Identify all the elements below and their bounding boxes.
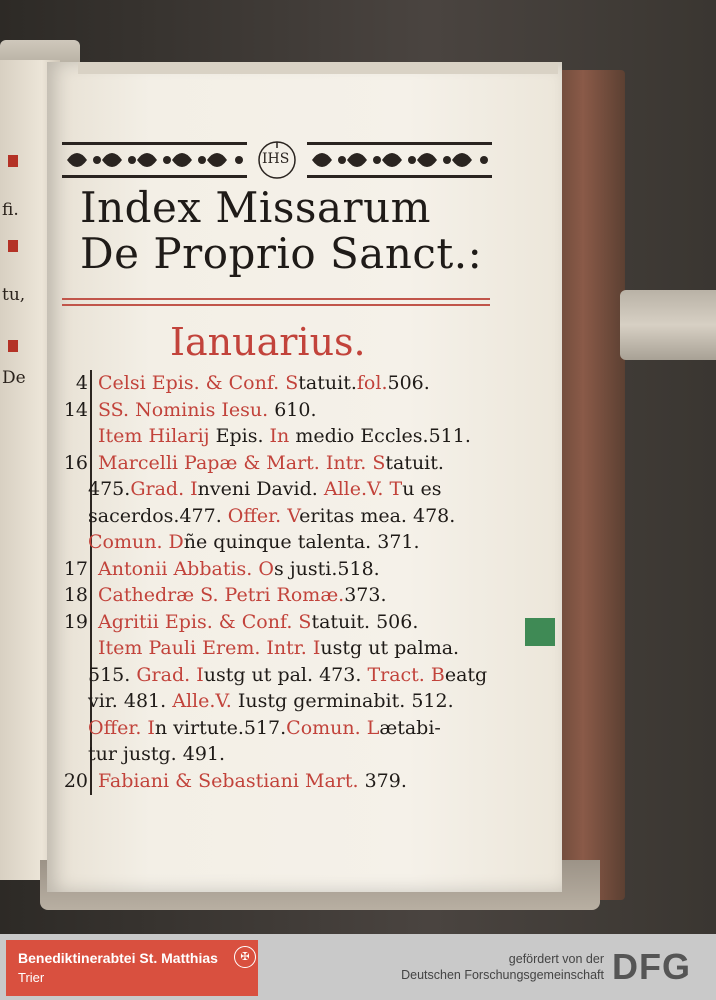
left-page-red-note	[8, 155, 18, 167]
rubric-text: In	[269, 425, 290, 447]
rubric-text: Antonii Abbatis. O	[98, 557, 274, 580]
ink-text: 475.	[88, 478, 131, 500]
index-line	[98, 584, 387, 606]
ink-text: tur justg. 491.	[88, 743, 226, 765]
day-number: 20	[63, 769, 88, 792]
institution-name: Benediktinerabtei St. Matthias	[18, 950, 218, 966]
ink-text: nveni David.	[197, 478, 324, 500]
index-line	[98, 452, 444, 474]
rubric-text: Item Pauli Erem. Intr. I	[98, 637, 321, 659]
institution-badge[interactable]	[6, 940, 258, 996]
rubric-text: V.	[215, 690, 232, 712]
index-line	[88, 664, 487, 686]
left-page-fragment: fi.	[2, 200, 19, 220]
ink-text: ustg ut pal. 473.	[203, 663, 368, 686]
index-line	[88, 743, 225, 765]
funding-credit	[401, 951, 604, 983]
index-line	[88, 505, 455, 527]
index-line	[88, 690, 454, 712]
index-line	[98, 637, 459, 659]
rubric-text: T	[383, 478, 403, 500]
ihs-monogram: IHS	[262, 151, 290, 167]
left-page-fragment: De	[2, 368, 26, 388]
month-heading: Ianuarius.	[170, 320, 366, 364]
ink-text: 506.	[387, 372, 430, 394]
ink-text: eatg	[444, 663, 488, 686]
ink-text: tatuit.	[385, 451, 444, 474]
green-bookmark-tab	[525, 618, 555, 646]
rubric-text: Alle.	[323, 478, 368, 500]
day-number: 16	[63, 451, 88, 474]
left-page-red-note	[8, 240, 18, 252]
rubric-text: SS. Nominis Iesu.	[98, 398, 275, 421]
left-page-fragment: tu,	[2, 285, 26, 305]
page-title	[80, 185, 482, 277]
ink-text: 379.	[358, 769, 407, 792]
ink-text: vir. 481.	[88, 690, 173, 712]
rubric-text: Celsi Epis. & Conf.	[98, 372, 286, 394]
dfg-logo[interactable]: DFG	[612, 946, 691, 987]
ink-text: Epis.	[215, 425, 270, 447]
ink-text: eritas mea. 478.	[299, 504, 456, 527]
rubric-text: Alle.	[172, 690, 216, 712]
funding-line-1: gefördert von der	[508, 952, 604, 966]
day-number: 18	[63, 584, 88, 606]
ink-text: medio Eccles.511.	[289, 425, 471, 447]
ink-text: ustg ut palma.	[320, 637, 460, 659]
index-line	[98, 399, 317, 421]
page-top-edge	[78, 62, 558, 74]
rubric-text: Grad. I	[130, 478, 198, 500]
rubric-text: Cathedræ S. Petri Romæ.	[98, 584, 345, 606]
rubric-text: Comun. L	[286, 716, 380, 739]
rubric-text: V.	[367, 478, 384, 500]
ink-text: ñe quinque talenta. 371.	[183, 531, 420, 553]
left-page-red-note	[8, 340, 18, 352]
ink-text: 515.	[88, 663, 137, 686]
red-rule	[62, 304, 490, 306]
index-line	[98, 558, 380, 580]
ink-text: n virtute.517.	[154, 716, 287, 739]
rubric-text: Offer. I	[88, 716, 155, 739]
index-line	[88, 531, 420, 553]
abbey-logo-icon: ✠	[234, 946, 256, 968]
index-line	[98, 372, 430, 394]
title-line-1: Index Missarum	[80, 183, 431, 232]
index-line	[98, 425, 471, 447]
rubric-text: fol.	[356, 372, 388, 394]
ink-text: tatuit.	[298, 372, 357, 394]
ink-text: Iustg germinabit. 512.	[231, 690, 454, 712]
rubric-text: Marcelli Papæ & Mart. Intr. S	[98, 451, 386, 474]
ink-text: 610.	[274, 398, 317, 421]
funding-line-2: Deutschen Forschungsgemeinschaft	[401, 968, 604, 982]
book-cover-edge	[555, 70, 625, 900]
index-line	[88, 717, 441, 739]
rubric-text: Fabiani & Sebastiani Mart.	[98, 769, 359, 792]
day-number: 4	[75, 372, 88, 394]
ink-text: sacerdos.477.	[88, 504, 228, 527]
ink-text: ætabi-	[379, 716, 441, 739]
ink-text: s justi.518.	[273, 557, 380, 580]
index-line	[88, 478, 441, 500]
day-number: 17	[63, 557, 88, 580]
rubric-text: S	[285, 372, 299, 394]
institution-city: Trier	[18, 970, 45, 985]
rubric-text: Item Hilarij	[98, 425, 216, 447]
ink-text: 373.	[344, 584, 387, 606]
title-line-2: De Proprio Sanct.:	[80, 229, 483, 278]
rubric-text: Offer. V	[227, 504, 300, 527]
index-line	[98, 770, 407, 792]
rubric-text: Tract. B	[367, 663, 445, 686]
ink-text: u es	[402, 478, 442, 500]
red-rule	[62, 298, 490, 300]
rubric-text: Comun. D	[88, 531, 184, 553]
day-number: 19	[63, 610, 88, 633]
book-clasp	[620, 290, 716, 360]
index-line	[98, 611, 418, 633]
ink-text: tatuit. 506.	[311, 610, 419, 633]
day-number: 14	[63, 398, 88, 421]
rubric-text: Grad. I	[136, 663, 204, 686]
rubric-text: Agritii Epis. & Conf. S	[98, 610, 312, 633]
